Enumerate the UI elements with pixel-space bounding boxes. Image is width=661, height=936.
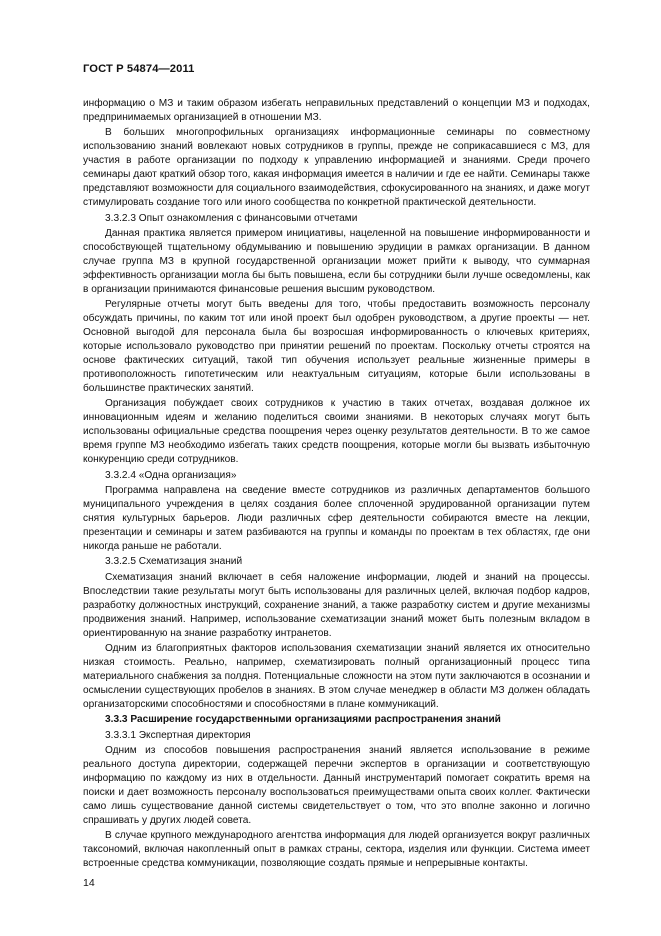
subsection-heading: 3.3.2.5 Схематизация знаний	[105, 556, 243, 568]
page-number: 14	[83, 877, 95, 889]
paragraph: Программа направлена на сведение вместе сотрудников из различных департаментов большого муниципального учреждения в целях создания более сплоченной эрудированной организации путем снятия культурных барьеров. Люди различных сфер деятельности собираются вместе на лекции, презентации и семинары и затем разбиваются на группы и команды по проектам в тех областях, где они никогда раньше не работали.	[83, 485, 590, 553]
paragraph: информацию о МЗ и таким образом избегать неправильных представлений о концепции МЗ и подходах, предпринимаемых организацией в отношении МЗ.	[83, 98, 590, 123]
paragraph: Регулярные отчеты могут быть введены для того, чтобы предоставить возможность персоналу обсуждать причины, по каким тот или иной проект был одобрен руководством, а другие проекты — нет. Основной выгодой для персонала была бы возросшая информированность о ключевых критериях, которые использовало руководство при принятии решений по проектам. Поскольку отчеты строятся на основе фактических ситуаций, такой тип обучения использует реальные жизненные примеры в противоположность гипотетическим или неактуальным ситуациям, которые были использованы в большинстве практических занятий.	[83, 299, 590, 395]
paragraph: Одним из способов повышения распространения знаний является использование в режиме реального доступа директории, содержащей перечни экспертов в организации и соответствующую информацию по каждому из них в отдельности. Данный инструментарий помогает сократить время на поиски и дает возможность персоналу воспользоваться преимуществами опыта своих коллег. Фактически само лишь существование данной системы свидетельствует о том, что это вполне законно и логично спрашивать у других людей совета.	[83, 744, 590, 826]
paragraph: Данная практика является примером инициативы, нацеленной на повышение информированности и способствующей тщательному обдумыванию и повышению эрудиции в рамках организации. В данном случае группа МЗ в крупной государственной организации может прийти к выводу, что суммарная эффективность организации могла бы быть повышена, если бы сотрудники были лучше осведомлены, как в организации принимаются финансовые решения высшим руководством.	[83, 227, 590, 295]
document-header: ГОСТ Р 54874—2011	[83, 63, 195, 75]
subsection-heading: 3.3.3.1 Экспертная директория	[105, 729, 251, 741]
paragraph: В больших многопрофильных организациях информационные семинары по совместному использованию знаний вовлекают новых сотрудников в группы, прежде не соприкасавшиеся с МЗ, для участия в работе организации по подходу к управлению информацией и знаниями. Среди прочего семинары дают краткий обзор того, какая информация имеется в наличии и где ее найти. Семинары также представляют возможности для социального взаимодействия, сфокусированного на знаниях, и даже могут стимулировать создание того или иного сообщества по конкретной практической деятельности.	[83, 127, 590, 209]
paragraph: В случае крупного международного агентства информация для людей организуется вокруг различных таксономий, включая накопленный опыт в рамках страны, сектора, изделия или функции. Система имеет встроенные средства коммуникации, позволяющие создать прямые и непрерывные контакты.	[83, 830, 590, 870]
section-heading: 3.3.3 Расширение государственными организациями распространения знаний	[105, 714, 501, 726]
subsection-heading: 3.3.2.3 Опыт ознакомления с финансовыми отчетами	[105, 212, 358, 224]
paragraph: Организация побуждает своих сотрудников к участию в таких отчетах, воздавая должное их инновационным идеям и желанию поделиться своими знаниями. В некоторых случаях могут быть использованы официальные средства поощрения через оценку результатов деятельности. В то же самое время группе МЗ необходимо избегать таких средств поощрения, которые могли бы вызвать избыточную конкуренцию среди сотрудников.	[83, 398, 590, 466]
paragraph: Схематизация знаний включает в себя наложение информации, людей и знаний на процессы. Впоследствии такие результаты могут быть использованы для различных целей, включая подбор кадров, разработку должностных инструкций, сохранение знаний, а также разработку систем и другие механизмы продвижения знаний. Например, использование схематизации знаний может быть полезным вкладом в ориентированную на знание разработку интранетов.	[83, 571, 590, 639]
paragraph: Одним из благоприятных факторов использования схематизации знаний является их относительно низкая стоимость. Реально, например, схематизировать полный организационный процесс типа материального снабжения за полдня. Потенциальные сложности на этом пути заключаются в осознании и осмыслении существующих пробелов в знаниях. В этом случае менеджер в области МЗ должен обладать организаторскими способностями и способностями в плане коммуникаций.	[83, 642, 590, 710]
document-body	[83, 97, 590, 872]
subsection-heading: 3.3.2.4 «Одна организация»	[105, 469, 237, 481]
